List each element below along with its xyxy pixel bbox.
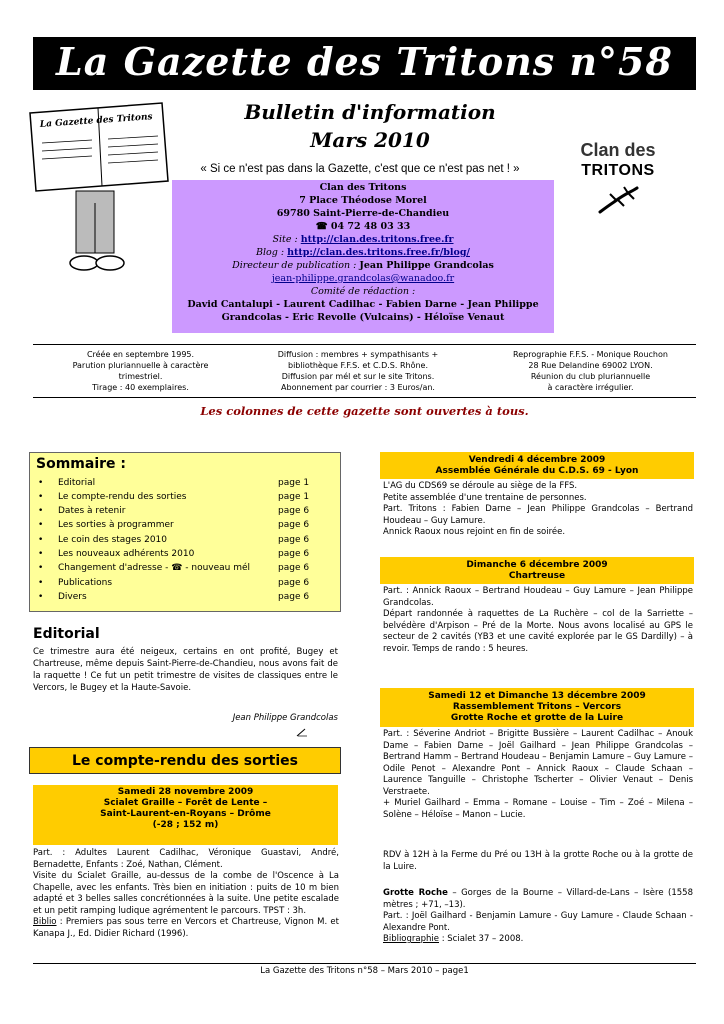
summary-item[interactable] [36, 535, 331, 548]
page-footer: La Gazette des Tritons n°58 – Mars 2010 – page1 [33, 963, 696, 976]
info-line: Tirage : 40 exemplaires. [92, 383, 189, 392]
summary-item-label: Dates à retenir [58, 506, 126, 516]
cave-participants: Part. : Joël Gailhard - Benjamin Lamure - Guy Lamure - Claude Schaan - Alexandre Pont. [383, 911, 693, 933]
bullet-icon: • [38, 592, 44, 602]
summary-item-label: Les sorties à programmer [58, 520, 174, 530]
info-line: Reprographie F.F.S. - Monique Rouchon [513, 350, 668, 359]
event-participants: Part. Tritons : Fabien Darne – Jean Philippe Grandcolas – Bertrand Houdeau – Guy Lamure. [383, 504, 693, 526]
director-name: Jean Philippe Grandcolas [359, 260, 494, 271]
summary-item-label: Les nouveaux adhérents 2010 [58, 549, 195, 559]
sortie-biblio [33, 917, 339, 940]
issue-month: Mars 2010 [310, 128, 430, 152]
clan-logo [568, 140, 668, 220]
summary-item-page: page 6 [278, 592, 310, 602]
sortie-header [33, 785, 338, 845]
event-participants: Part. : Séverine Andriot – Brigitte Bussière – Laurent Cadilhac – Anouk Dame – Fabien Darne – Joël Gailhard – Jean Philippe Grandcolas – Bertrand Hamm – Bertrand Houdeau – Benjamin Lamure – Guy Lamure – Odile Penot – Alexandre Pont – Annick Raoux – Claude Schaan – Laurence Tanguille – Christophe Tscherter – Olivier Venaut – Denis Verstraete. [383, 729, 693, 797]
summary-item-page: page 1 [278, 492, 310, 502]
biblio-text: : Scialet 37 – 2008. [439, 934, 524, 944]
cave-location: – Gorges de la Bourne – Villard-de-Lans – Isère (1558 mètres ; +71, –13). [383, 888, 693, 910]
info-line: bibliothèque F.F.S. et C.D.S. Rhône. [288, 361, 428, 370]
masthead [33, 37, 696, 90]
director-line [172, 259, 554, 272]
club-phone: ☎ 04 72 48 03 33 [315, 221, 411, 232]
editorial-signature: Jean Philippe Grandcolas [232, 713, 338, 723]
event-subtitle: Grotte Roche et grotte de la Luire [450, 713, 624, 723]
sortie-date: Samedi 28 novembre 2009 [117, 787, 254, 797]
info-line: Parution pluriannuelle à caractère [72, 361, 209, 370]
club-name: Clan des Tritons [319, 182, 407, 193]
bullet-icon: • [38, 492, 44, 502]
bullet-icon: • [38, 563, 44, 573]
tagline-quote: « Si ce n'est pas dans la Gazette, c'est que ce n'est pas net ! » [200, 163, 520, 175]
summary-item-label: Changement d'adresse - ☎ - nouveau mél [58, 563, 251, 573]
info-line: à caractère irrégulier. [547, 383, 634, 392]
bullet-icon: • [38, 520, 44, 530]
blog-link[interactable]: http://clan.des.tritons.free.fr/blog/ [287, 247, 470, 258]
reader-legs [70, 191, 124, 270]
bullet-icon: • [38, 478, 44, 488]
pen-icon [296, 727, 308, 737]
sortie-title-line: Scialet Graille – Forêt de Lente – [103, 798, 268, 808]
info-line: 28 Rue Delandine 69002 LYON. [528, 361, 653, 370]
site-line [172, 233, 554, 246]
event-date: Vendredi 4 décembre 2009 [468, 455, 606, 465]
summary-item-page: page 6 [278, 506, 310, 516]
committee-line-1: David Cantalupi - Laurent Cadilhac - Fabien Darne - Jean Philippe [187, 299, 539, 310]
info-reprographie [488, 349, 693, 393]
committee-line-2: Grandcolas - Eric Revolle (Vulcains) - Héloïse Venaut [221, 312, 505, 323]
biblio-label: Bibliographie [383, 934, 439, 944]
summary-item[interactable] [36, 549, 331, 562]
summary-item-page: page 6 [278, 535, 310, 545]
director-label: Directeur de publication : [232, 260, 357, 271]
logo-text-tritons: TRITONS [581, 162, 655, 179]
bulletin-heading: Bulletin d'information [244, 100, 496, 124]
info-creation [33, 349, 248, 393]
cave-biblio [383, 934, 693, 946]
cave-line [383, 888, 693, 911]
summary-item-page: page 6 [278, 563, 310, 573]
summary-item-page: page 6 [278, 549, 310, 559]
summary-item-label: Publications [58, 578, 113, 588]
committee-label: Comité de rédaction : [310, 286, 416, 297]
sortie-participants: Part. : Adultes Laurent Cadilhac, Véronique Guastavi, André, Bernadette, Enfants : Zoé, Nathan, Clément. [33, 848, 339, 870]
editorial-title: Editorial [33, 626, 100, 642]
event-date: Dimanche 6 décembre 2009 [466, 560, 608, 570]
blog-line [172, 246, 554, 259]
publication-info [33, 344, 696, 398]
event-body [383, 481, 693, 539]
biblio-label: Biblio [33, 917, 57, 927]
event-header [380, 452, 694, 479]
event-participants: Part. : Annick Raoux – Bertrand Houdeau – Guy Lamure – Jean Philippe Grandcolas. [383, 586, 693, 608]
event-header [380, 557, 694, 584]
event-body [383, 729, 693, 821]
summary-title: Sommaire : [36, 456, 126, 472]
club-city: 69780 Saint-Pierre-de-Chandieu [276, 208, 450, 219]
blog-label: Blog : [256, 247, 285, 258]
salamander-icon [596, 184, 640, 216]
event-title: Rassemblement Tritons – Vercors [452, 702, 622, 712]
info-line: Diffusion : membres + sympathisants + [277, 350, 439, 359]
bullet-icon: • [38, 549, 44, 559]
editorial-text: Ce trimestre aura été neigeux, certains en ont profité, Bugey et Chartreuse, même depuis Saint-Pierre-de-Chandieu, nous avons fait de la raquette ! Ce fut un petit trimestre de visites de classiques entre le Vercors, le Bugey et la Haute-Savoie. [33, 647, 338, 693]
summary-item[interactable] [36, 506, 331, 519]
info-diffusion [258, 349, 458, 393]
summary-item-page: page 6 [278, 520, 310, 530]
summary-item-page: page 6 [278, 578, 310, 588]
summary-item[interactable] [36, 578, 331, 591]
info-line: trimestriel. [118, 372, 163, 381]
newspaper-reader-illustration [22, 95, 174, 285]
summary-item-label: Le compte-rendu des sorties [58, 492, 187, 502]
cave-name: Grotte Roche [383, 888, 448, 898]
compte-rendu-heading: Le compte-rendu des sorties [29, 747, 341, 774]
info-line: Réunion du club pluriannuelle [530, 372, 651, 381]
open-columns-note: Les colonnes de cette gazette sont ouvertes à tous. [200, 404, 529, 418]
masthead-title: La Gazette des Tritons n°58 [56, 39, 673, 84]
info-line: Créée en septembre 1995. [86, 350, 195, 359]
event-rdv: RDV à 12H à la Ferme du Pré ou 13H à la grotte Roche ou à la grotte de la Luire. [383, 850, 693, 872]
event-line: Petite assemblée d'une trentaine de personnes. [383, 492, 587, 503]
event-title: Chartreuse [508, 571, 566, 581]
event-line: Annick Raoux nous rejoint en fin de soirée. [383, 527, 566, 537]
club-street: 7 Place Théodose Morel [299, 195, 427, 206]
summary-item-label: Divers [58, 592, 87, 602]
bullet-icon: • [38, 535, 44, 545]
event-header [380, 688, 694, 727]
site-link[interactable]: http://clan.des.tritons.free.fr [300, 234, 454, 245]
event-title: Assemblée Générale du C.D.S. 69 - Lyon [435, 466, 639, 476]
bullet-icon: • [38, 578, 44, 588]
event-participants-extra: + Muriel Gailhard – Emma – Romane – Louise – Tim – Zoé – Milena – Solène – Héloïse – Manon – Lucie. [383, 798, 693, 820]
summary-box [29, 452, 341, 612]
event-line: L'AG du CDS69 se déroule au siège de la FFS. [383, 481, 578, 491]
newspaper-title: La Gazette des Tritons [39, 112, 153, 130]
email-link[interactable]: jean-philippe.grandcolas@wanadoo.fr [271, 273, 455, 284]
event-cave-section [383, 888, 693, 946]
sortie-description: Visite du Scialet Graille, au-dessus de la combe de l'Oscence à La Chapelle, avec les enfants. Très bien en initiation : puits de 10 m bien adapté et 3 belles salles concrétionnées à la suite. Une petite escalade et un petit ramping ludique agrémentent le parcours. TPST : 3h. [33, 871, 339, 916]
logo-text-clan: Clan des [580, 140, 656, 160]
summary-item-page: page 1 [278, 478, 310, 488]
sortie-title-line: (-28 ; 152 m) [152, 820, 219, 830]
summary-item[interactable] [36, 563, 331, 576]
contact-box [172, 180, 554, 333]
info-line: Abonnement par courrier : 3 Euros/an. [281, 383, 435, 392]
info-line: Diffusion par mél et sur le site Tritons. [281, 372, 435, 381]
newspaper [30, 103, 168, 191]
summary-item[interactable] [36, 492, 331, 505]
event-description: Départ randonnée à raquettes de La Ruchère – col de la Sarriette – belvédère d'Arpison – Pré de la Morte. Nous avons localisé au GPS le secteur de 2 cavités (YB3 et une cavité explorée par le GS Dardilly) – à revoir. Temps de rando : 5 heures. [383, 609, 693, 654]
site-label: Site : [272, 234, 298, 245]
summary-item-label: Editorial [58, 478, 96, 488]
sortie-body [33, 848, 339, 940]
sortie-title-line: Saint-Laurent-en-Royans – Drôme [100, 809, 271, 819]
event-date: Samedi 12 et Dimanche 13 décembre 2009 [428, 691, 646, 701]
summary-item[interactable] [36, 592, 331, 605]
bullet-icon: • [38, 506, 44, 516]
summary-item-label: Le coin des stages 2010 [58, 535, 168, 545]
summary-item[interactable] [36, 520, 331, 533]
event-body [383, 586, 693, 655]
biblio-text: : Premiers pas sous terre en Vercors et Chartreuse, Vignon M. et Kanapa J., Ed. Didier Richard (1996). [33, 917, 339, 939]
email-line [172, 272, 554, 285]
summary-item[interactable] [36, 478, 331, 491]
